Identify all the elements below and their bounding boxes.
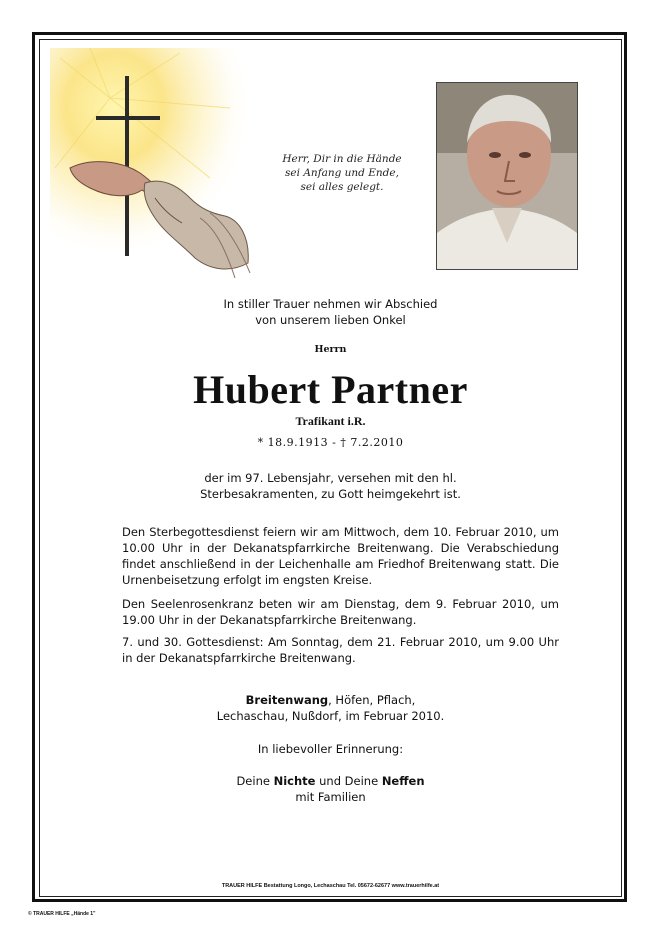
memory-line: In liebevoller Erinnerung: (257, 742, 404, 756)
quote-line: Herr, Dir in die Hände (282, 153, 402, 165)
mass-paragraph: 7. und 30. Gottesdienst: Am Sonntag, dem 21. Februar 2010, um 9.00 Uhr in der Dekanatspfarrkirche Breitenwang. (122, 635, 559, 665)
family-niece: Nichte (273, 774, 316, 788)
quote (262, 152, 422, 194)
portrait-photo (436, 82, 578, 270)
family-nephews: Neffen (381, 774, 425, 788)
intro-line: In stiller Trauer nehmen wir Abschied (223, 297, 438, 311)
quote-line: sei alles gelegt. (300, 181, 384, 193)
passing-text (40, 470, 621, 502)
place-line: Lechaschau, Nußdorf, im Februar 2010. (216, 709, 445, 723)
passing-line: Sterbesakramenten, zu Gott heimgekehrt ist. (200, 487, 461, 501)
place-and-date (40, 692, 621, 724)
funeral-paragraph: Den Sterbegottesdienst feiern wir am Mittwoch, dem 10. Februar 2010, um 10.00 Uhr in der Dekanatspfarrkirche Breitenwang. Die Verabschiedung findet anschließend in der Leichenhalle am Friedhof Breitenwang statt. Die Urnenbeisetzung erfolgt im engsten Kreise. (122, 525, 559, 587)
family-mid: und Deine (315, 774, 382, 788)
rosary-paragraph: Den Seelenrosenkranz beten wir am Dienstag, dem 9. Februar 2010, um 19.00 Uhr in der Dekanatspfarrkirche Breitenwang. (122, 597, 559, 627)
portrait-image (437, 83, 577, 269)
place-line (40, 692, 621, 708)
cross-and-hands-artwork (50, 48, 265, 283)
family (40, 773, 621, 805)
funeral-home-footer: TRAUER HILFE Bestattung Longo, Lechaschau Tel. 05672-62677 www.trauerhilfe.at (221, 883, 440, 889)
quote-line: sei Anfang und Ende, (285, 167, 399, 179)
life-dates: * 18.9.1913 - † 7.2.2010 (257, 436, 404, 449)
family-line: mit Familien (295, 790, 366, 804)
family-line (40, 773, 621, 789)
deceased-name: Hubert Partner (193, 367, 468, 412)
passing-line: der im 97. Lebensjahr, versehen mit den hl. (204, 471, 457, 485)
place-rest: , Höfen, Pflach, (328, 693, 416, 707)
family-pre: Deine (236, 774, 274, 788)
intro (40, 296, 621, 328)
deceased-title: Trafikant i.R. (295, 414, 366, 428)
place-bold: Breitenwang (245, 693, 329, 707)
salutation: Herrn (314, 344, 347, 355)
copyright-note: © TRAUER HILFE „Hände 1" (28, 911, 96, 917)
intro-line: von unserem lieben Onkel (255, 313, 406, 327)
